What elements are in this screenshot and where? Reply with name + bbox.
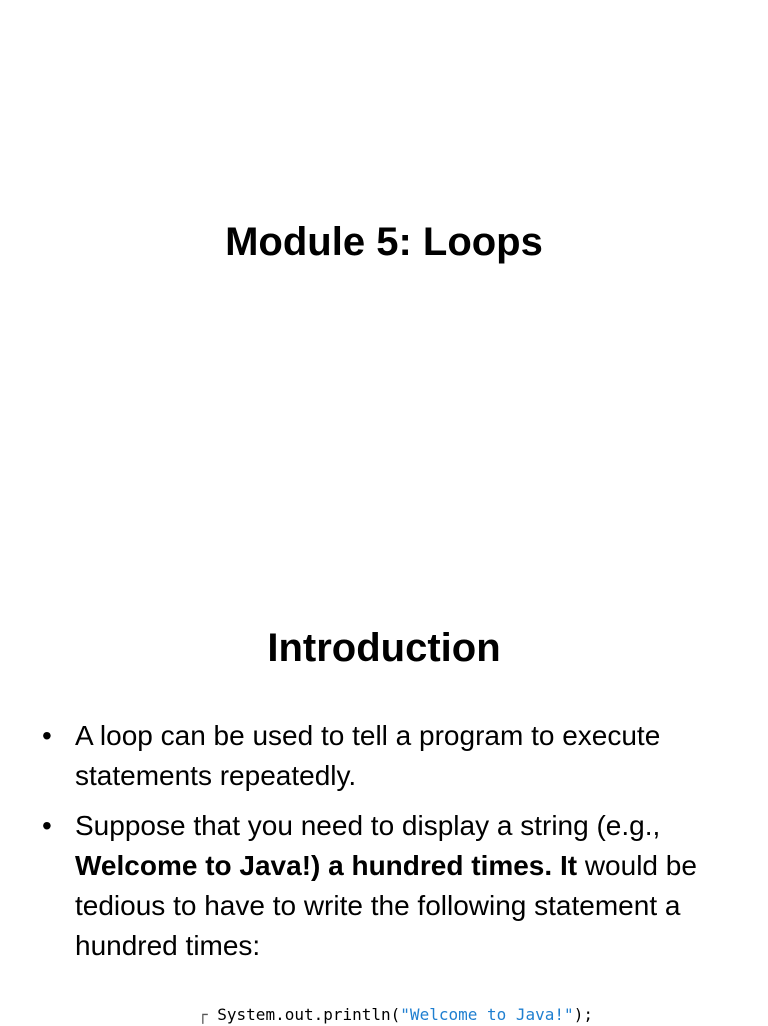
slide-module-title — [0, 0, 768, 512]
code-snippet — [198, 1004, 593, 1026]
introduction-title: Introduction — [267, 626, 501, 670]
bullet-text: A loop can be used to tell a program to execute statements repeatedly. — [75, 720, 661, 791]
bullet-text-start: Suppose that you need to display a string (e.g., — [75, 810, 661, 841]
bullet-icon: • — [42, 810, 52, 841]
bullet-item-loop-definition — [40, 716, 740, 796]
code-prefix: System.out.println( — [207, 1005, 401, 1024]
bullet-item-example — [40, 806, 740, 966]
bullet-text-bold: Welcome to Java!) a hundred times. It — [75, 850, 578, 881]
bullet-list — [40, 716, 740, 976]
code-bracket: ┌ — [198, 1005, 208, 1024]
code-string-literal: "Welcome to Java!" — [400, 1005, 574, 1024]
code-suffix: ); — [573, 1005, 593, 1024]
bullet-text-end: would be tedious to have to write the following statement a hundred times: — [75, 850, 697, 961]
module-title: Module 5: Loops — [225, 220, 543, 264]
slide-introduction — [0, 512, 768, 1024]
bullet-icon: • — [42, 720, 52, 751]
